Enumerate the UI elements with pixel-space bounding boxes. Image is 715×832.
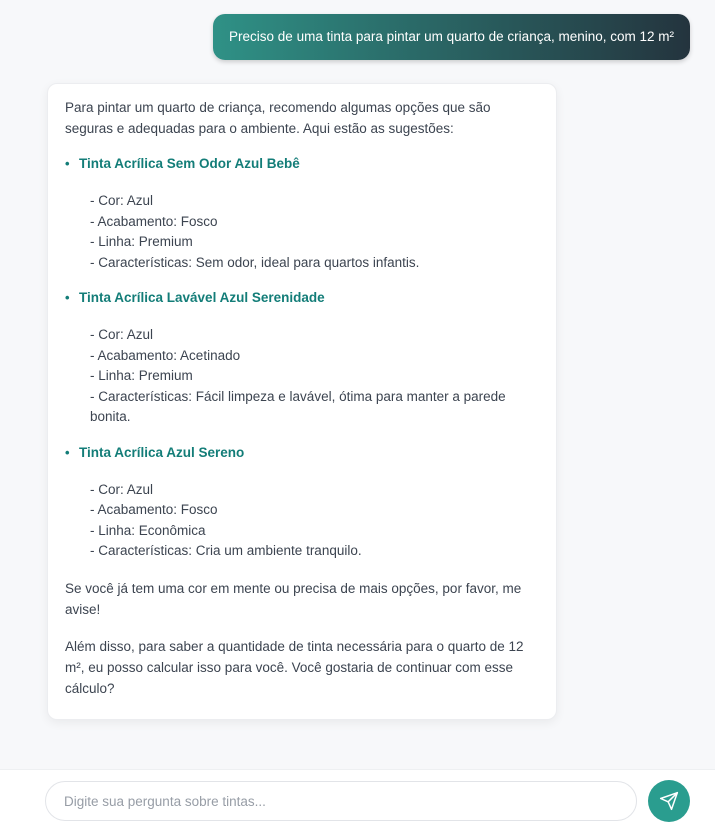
paper-plane-icon xyxy=(659,791,679,811)
question-input[interactable] xyxy=(45,781,637,821)
product-heading xyxy=(65,287,539,308)
product-detail-line: - Linha: Premium xyxy=(90,368,193,383)
product-detail-finish: - Acabamento: Acetinado xyxy=(90,347,241,363)
product-name: Tinta Acrílica Sem Odor Azul Bebê xyxy=(79,156,300,171)
product-detail-finish: - Acabamento: Fosco xyxy=(90,213,218,229)
product-item xyxy=(65,153,539,273)
product-detail-color: - Cor: Azul xyxy=(90,481,154,497)
bullet-icon: • xyxy=(65,444,70,460)
product-detail-finish: - Acabamento: Fosco xyxy=(90,502,218,517)
product-name: Tinta Acrílica Lavável Azul Serenidade xyxy=(79,290,325,305)
user-message-row xyxy=(0,0,715,60)
product-detail-color: - Cor: Azul xyxy=(90,327,154,342)
assistant-color-prompt: Se você já tem uma cor em mente ou precisa de mais opções, por favor, me avise! xyxy=(65,580,522,617)
product-heading xyxy=(65,442,539,463)
product-detail-line: - Linha: Premium xyxy=(90,234,193,249)
product-detail-features: - Características: Fácil limpeza e lavável, ótima para manter a parede bonita. xyxy=(90,388,506,424)
user-message-bubble: Preciso de uma tinta para pintar um quarto de criança, menino, com 12 m² xyxy=(213,14,690,60)
product-detail-features: - Características: Cria um ambiente tranquilo. xyxy=(90,543,362,558)
assistant-intro-text: Para pintar um quarto de criança, recomendo algumas opções que são seguras e adequadas para o ambiente. Aqui estão as sugestões: xyxy=(65,100,491,136)
composer-bar xyxy=(0,769,715,832)
assistant-calc-prompt: Além disso, para saber a quantidade de tinta necessária para o quarto de 12 m², eu posso calcular isso para você. Você gostaria de continuar com esse cálculo? xyxy=(65,638,524,696)
product-detail-features: - Características: Sem odor, ideal para quartos infantis. xyxy=(90,254,420,270)
product-detail-line: - Linha: Econômica xyxy=(90,522,206,538)
assistant-message-card xyxy=(47,83,557,720)
product-details xyxy=(65,480,539,562)
bullet-icon: • xyxy=(65,290,70,305)
bullet-icon: • xyxy=(65,156,70,171)
product-item xyxy=(65,442,539,562)
send-button[interactable] xyxy=(648,780,690,822)
product-detail-color: - Cor: Azul xyxy=(90,193,154,208)
product-name: Tinta Acrílica Azul Sereno xyxy=(79,444,245,460)
product-item xyxy=(65,287,539,428)
product-heading xyxy=(65,153,539,174)
product-details xyxy=(65,191,539,273)
product-details xyxy=(65,325,539,428)
